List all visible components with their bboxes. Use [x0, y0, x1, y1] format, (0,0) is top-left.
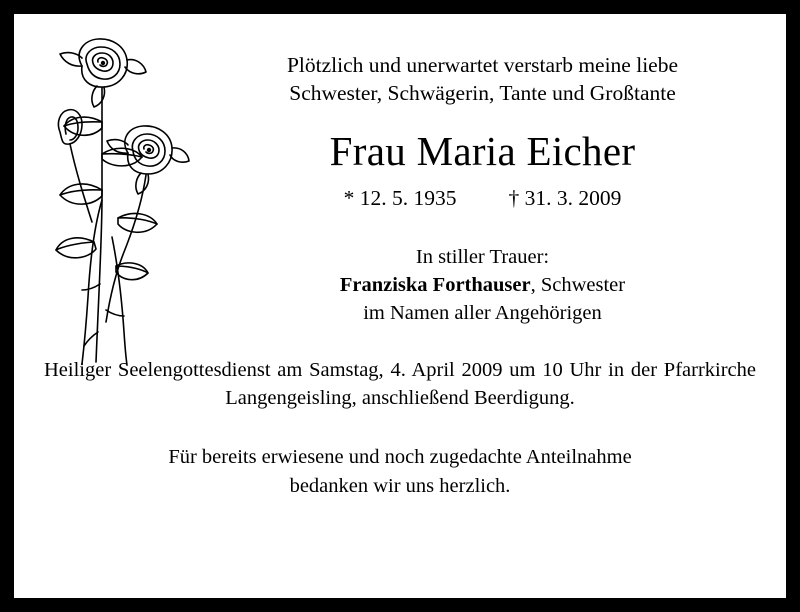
- thanks-line-2: bedanken wir uns herzlich.: [289, 474, 511, 497]
- birth-date: * 12. 5. 1935: [343, 186, 457, 211]
- intro-line-2: Schwester, Schwägerin, Tante und Großtante: [289, 80, 676, 105]
- mourner-name: Franziska Forthauser: [339, 274, 531, 296]
- mourning-block: [203, 244, 762, 328]
- notice-content: [14, 14, 786, 598]
- intro-line-1: Plötzlich und unerwartet verstarb meine liebe: [286, 53, 679, 77]
- life-dates: [203, 186, 762, 211]
- mourner-relation: , Schwester: [530, 274, 626, 296]
- mourning-heading: In stiller Trauer:: [415, 246, 550, 269]
- deceased-name: Frau Maria Eicher: [329, 128, 636, 175]
- death-date: † 31. 3. 2009: [508, 186, 622, 211]
- service-details: Heiliger Seelengottesdienst am Samstag, 4. April 2009 um 10 Uhr in der Pfarrkirche Langengeisling, anschließend Beerdigung.: [44, 358, 756, 410]
- thanks-line-1: Für bereits erwiesene und noch zugedachte Anteilnahme: [168, 446, 632, 469]
- obituary-inner-panel: [14, 14, 786, 598]
- mourning-line-3: im Namen aller Angehörigen: [363, 301, 602, 324]
- intro-text: [203, 34, 762, 107]
- mourner-line: [203, 272, 762, 300]
- thanks-block: [38, 443, 762, 500]
